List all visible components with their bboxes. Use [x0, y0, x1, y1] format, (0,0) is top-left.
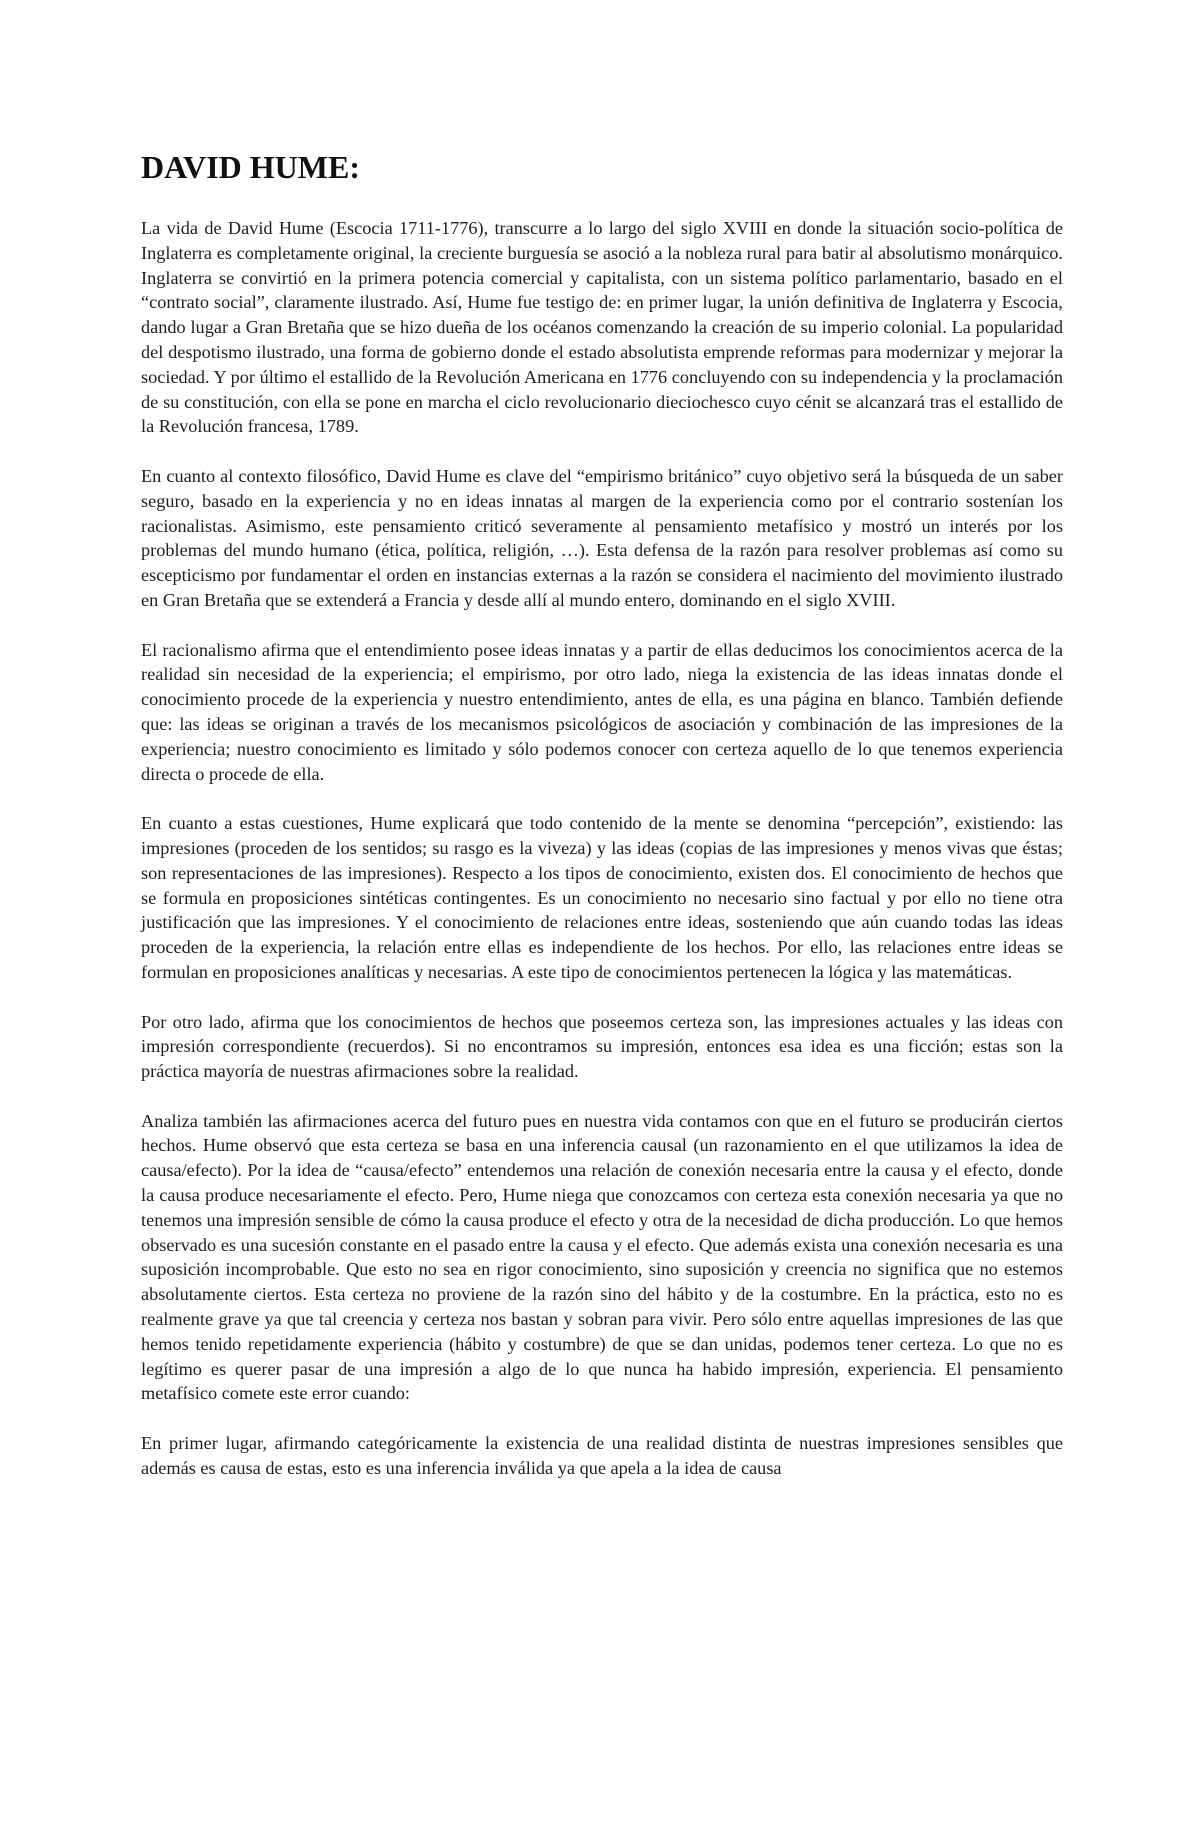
paragraph-context-historical: La vida de David Hume (Escocia 1711-1776), transcurre a lo largo del siglo XVIII en donde la situación socio-política de Inglaterra es completamente original, la creciente burguesía se asoció a la nobleza rural para batir al absolutismo monárquico. Inglaterra se convirtió en la primera potencia comercial y capitalista, con un sistema político parlamentario, basado en el “contrato social”, claramente ilustrado. Así, Hume fue testigo de: en primer lugar, la unión definitiva de Inglaterra y Escocia, dando lugar a Gran Bretaña que se hizo dueña de los océanos comenzando la creación de su imperio colonial. La popularidad del despotismo ilustrado, una forma de gobierno donde el estado absolutista emprende reformas para modernizar y mejorar la sociedad. Y por último el estallido de la Revolución Americana en 1776 concluyendo con su independencia y la proclamación de su constitución, con ella se pone en marcha el ciclo revolucionario dieciochesco cuyo cénit se alcanzará tras el estallido de la Revolución francesa, 1789. [141, 218, 1063, 437]
paragraph-causality: Analiza también las afirmaciones acerca del futuro pues en nuestra vida contamos con que en el futuro se producirán ciertos hechos. Hume observó que esta certeza se basa en una inferencia causal (un razonamiento en el que utilizamos la idea de causa/efecto). Por la idea de “causa/efecto” entendemos una relación de conexión necesaria entre la causa y el efecto, donde la causa produce necesariamente el efecto. Pero, Hume niega que conozcamos con certeza esta conexión necesaria ya que no tenemos una impresión sensible de cómo la causa produce el efecto y otra de la necesidad de dicha producción. Lo que hemos observado es una sucesión constante en el pasado entre la causa y el efecto. Que además exista una conexión necesaria es una suposición incomprobable. Que esto no sea en rigor conocimiento, sino suposición y creencia no significa que no estemos absolutamente ciertos. Esta certeza no proviene de la razón sino del hábito y de la costumbre. En la práctica, esto no es realmente grave ya que tal creencia y certeza nos bastan y sobran para vivir. Pero sólo entre aquellas impresiones de las que hemos tenido repetidamente experiencia (hábito y costumbre) de que se dan unidas, podemos tener certeza. Lo que no es legítimo es querer pasar de una impresión a algo de lo que nunca ha habido impresión, experiencia. El pensamiento metafísico comete este error cuando: [141, 1110, 1063, 1404]
paragraph-perception: En cuanto a estas cuestiones, Hume explicará que todo contenido de la mente se denomina “percepción”, existiendo: las impresiones (proceden de los sentidos; su rasgo es la viveza) y las ideas (copias de las impresiones y menos vivas que éstas; son representaciones de las impresiones). Respecto a los tipos de conocimiento, existen dos. El conocimiento de hechos que se formula en proposiciones sintéticas contingentes. Es un conocimiento no necesario sino factual y por ello no tiene otra justificación que las impresiones. Y el conocimiento de relaciones entre ideas, sosteniendo que aún cuando todas las ideas proceden de la experiencia, la relación entre ellas es independiente de los hechos. Por ello, las relaciones entre ideas se formulan en proposiciones analíticas y necesarias. A este tipo de conocimientos pertenecen la lógica y las matemáticas. [141, 813, 1063, 982]
document-page [141, 148, 1063, 1505]
paragraph-rationalism-empiricism: El racionalismo afirma que el entendimiento posee ideas innatas y a partir de ellas deducimos los conocimientos acerca de la realidad sin necesidad de la experiencia; el empirismo, por otro lado, niega la existencia de las ideas innatas donde el conocimiento procede de la experiencia y nuestro entendimiento, antes de ella, es una página en blanco. También defiende que: las ideas se originan a través de los mecanismos psicológicos de asociación y combinación de las impresiones de la experiencia; nuestro conocimiento es limitado y sólo podemos conocer con certeza aquello de lo que tenemos experiencia directa o procede de ella. [141, 639, 1063, 784]
document-title: DAVID HUME: [141, 149, 360, 185]
paragraph-certainty: Por otro lado, afirma que los conocimientos de hechos que poseemos certeza son, las impresiones actuales y las ideas con impresión correspondiente (recuerdos). Si no encontramos su impresión, entonces esa idea es una ficción; estas son la práctica mayoría de nuestras afirmaciones sobre la realidad. [141, 1011, 1063, 1082]
paragraph-context-philosophical: En cuanto al contexto filosófico, David Hume es clave del “empirismo británico” cuyo objetivo será la búsqueda de un saber seguro, basado en la experiencia y no en ideas innatas al margen de la experiencia como por el contrario sostenían los racionalistas. Asimismo, este pensamiento criticó severamente al pensamiento metafísico y mostró un interés por los problemas del mundo humano (ética, política, religión, …). Esta defensa de la razón para resolver problemas así como su escepticismo por fundamentar el orden en instancias externas a la razón se considera el nacimiento del movimiento ilustrado en Gran Bretaña que se extenderá a Francia y desde allí al mundo entero, dominando en el siglo XVIII. [141, 465, 1063, 610]
paragraph-first-place: En primer lugar, afirmando categóricamente la existencia de una realidad distinta de nuestras impresiones sensibles que además es causa de estas, esto es una inferencia inválida ya que apela a la idea de causa [141, 1433, 1063, 1478]
